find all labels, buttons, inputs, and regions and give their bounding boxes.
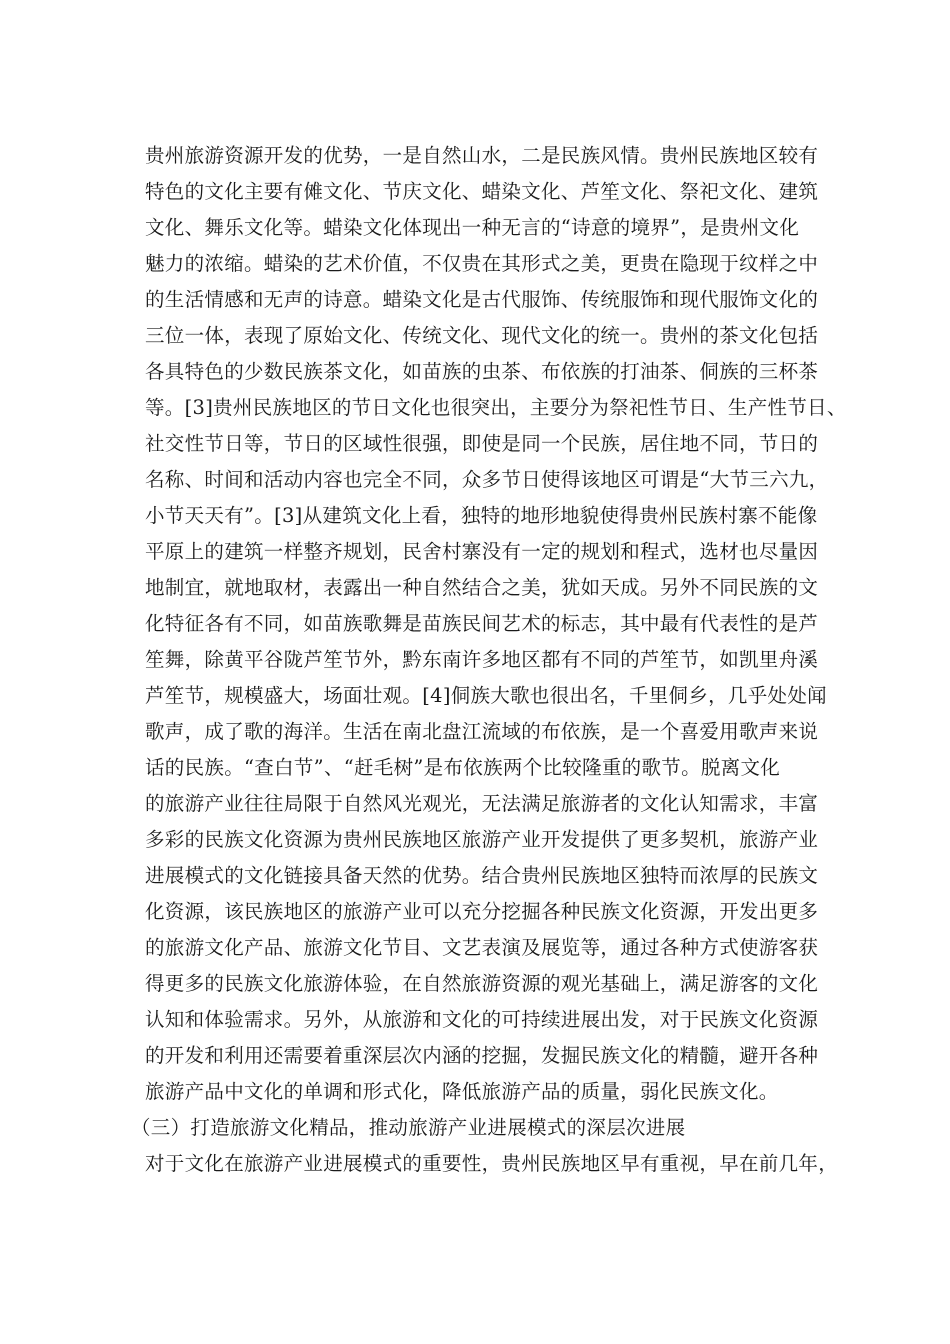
text-line: 名称、时间和活动内容也完全不同，众多节日使得该地区可谓是“大节三六九， [145, 468, 829, 491]
text-line: 的生活情感和无声的诗意。蜡染文化是古代服饰、传统服饰和现代服饰文化的 [145, 288, 819, 311]
text-line: 的开发和利用还需要着重深层次内涵的挖掘，发掘民族文化的精髓，避开各种 [145, 1044, 819, 1067]
text-line: 平原上的建筑一样整齐规划，民舍村寨没有一定的规划和程式，选材也尽量因 [145, 540, 819, 563]
next-paragraph [145, 1146, 839, 1182]
text-line: 得更多的民族文化旅游体验，在自然旅游资源的观光基础上，满足游客的文化 [145, 972, 819, 995]
text-line: 化资源，该民族地区的旅游产业可以充分挖掘各种民族文化资源，开发出更多 [145, 900, 819, 923]
text-line: 笙舞，除黄平谷陇芦笙节外，黔东南许多地区都有不同的芦笙节，如凯里舟溪 [145, 648, 819, 671]
text-line: 各具特色的少数民族茶文化，如苗族的虫茶、布依族的打油茶、侗族的三杯茶 [145, 360, 819, 383]
text-line: 话的民族。“查白节”、“赶毛树”是布依族两个比较隆重的歌节。脱离文化 [145, 756, 781, 779]
text-line: 化特征各有不同，如苗族歌舞是苗族民间艺术的标志，其中最有代表性的是芦 [145, 612, 819, 635]
paragraph [145, 138, 847, 1110]
text-line: 等。[3]贵州民族地区的节日文化也很突出，主要分为祭祀性节日、生产性节日、 [145, 396, 847, 419]
text-line: 文化、舞乐文化等。蜡染文化体现出一种无言的“诗意的境界”，是贵州文化 [145, 216, 800, 239]
text-line: 认知和体验需求。另外，从旅游和文化的可持续进展出发，对于民族文化资源 [145, 1008, 819, 1031]
text-line: 贵州旅游资源开发的优势，一是自然山水，二是民族风情。贵州民族地区较有 [145, 144, 819, 167]
document-body [131, 138, 847, 1182]
text-line: 旅游产品中文化的单调和形式化，降低旅游产品的质量，弱化民族文化。 [145, 1080, 779, 1103]
text-line: 社交性节日等，节日的区域性很强，即使是同一个民族，居住地不同，节日的 [145, 432, 819, 455]
section-heading: （三）打造旅游文化精品，推动旅游产业进展模式的深层次进展 [131, 1116, 686, 1139]
text-line: 进展模式的文化链接具备天然的优势。结合贵州民族地区独特而浓厚的民族文 [145, 864, 819, 887]
text-line: 小节天天有”。[3]从建筑文化上看，独特的地形地貌使得贵州民族村寨不能像 [145, 504, 818, 527]
text-line: 芦笙节，规模盛大，场面壮观。[4]侗族大歌也很出名，千里侗乡，几乎处处闻 [145, 684, 827, 707]
text-line: 歌声，成了歌的海洋。生活在南北盘江流域的布依族，是一个喜爱用歌声来说 [145, 720, 819, 743]
text-line: 多彩的民族文化资源为贵州民族地区旅游产业开发提供了更多契机，旅游产业 [145, 828, 819, 851]
text-line: 的旅游文化产品、旅游文化节目、文艺表演及展览等，通过各种方式使游客获 [145, 936, 819, 959]
text-line: 的旅游产业往往局限于自然风光观光，无法满足旅游者的文化认知需求，丰富 [145, 792, 819, 815]
text-line: 魅力的浓缩。蜡染的艺术价值，不仅贵在其形式之美，更贵在隐现于纹样之中 [145, 252, 819, 275]
text-line: 地制宜，就地取材，表露出一种自然结合之美，犹如天成。另外不同民族的文 [145, 576, 819, 599]
text-line: 三位一体，表现了原始文化、传统文化、现代文化的统一。贵州的茶文化包括 [145, 324, 819, 347]
text-line: 特色的文化主要有傩文化、节庆文化、蜡染文化、芦笙文化、祭祀文化、建筑 [145, 180, 819, 203]
text-line: 对于文化在旅游产业进展模式的重要性，贵州民族地区早有重视，早在前几年， [145, 1152, 839, 1175]
